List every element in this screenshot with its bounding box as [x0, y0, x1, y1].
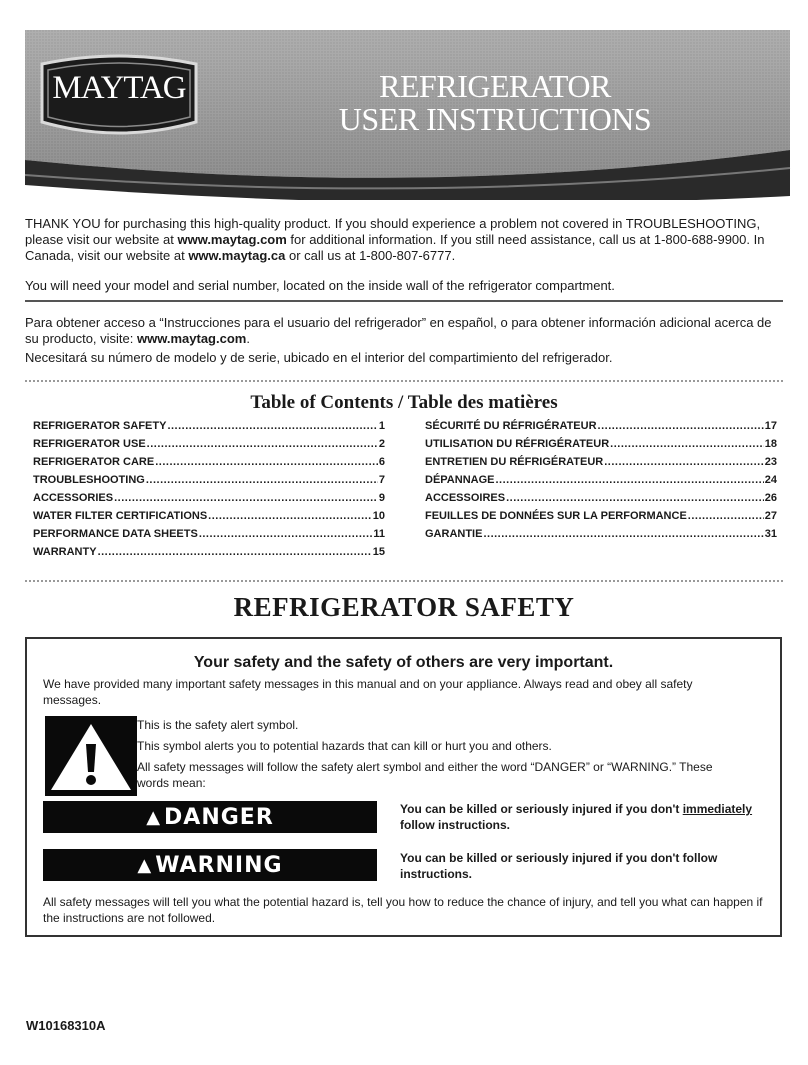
toc-leader-dots: [155, 453, 378, 471]
toc-entry[interactable]: [425, 435, 777, 453]
toc-leader-dots: [495, 471, 763, 489]
danger-text: You can be killed or seriously injured if you don't: [400, 802, 683, 816]
toc-entry-label: WARRANTY: [33, 546, 97, 558]
safety-box: [25, 637, 782, 937]
toc-entry-label: WATER FILTER CERTIFICATIONS: [33, 510, 208, 522]
toc-leader-dots: [208, 507, 372, 525]
toc-entry-page: 9: [378, 492, 385, 504]
alert-triangle-icon: ▲: [137, 854, 153, 876]
toc-entry[interactable]: [425, 417, 777, 435]
warning-label: WARNING: [155, 852, 283, 878]
symbol-desc-2: This symbol alerts you to potential hazards that can kill or hurt you and others.: [137, 739, 552, 753]
toc-entry[interactable]: [33, 507, 385, 525]
toc-entry-page: 17: [764, 420, 777, 432]
toc-leader-dots: [598, 417, 764, 435]
toc-entry[interactable]: [425, 471, 777, 489]
brand-logo-text: MAYTAG: [52, 70, 186, 106]
danger-signal-word: [43, 801, 377, 833]
toc-entry-label: ENTRETIEN DU RÉFRIGÉRATEUR: [425, 456, 604, 468]
toc-entry-label: UTILISATION DU RÉFRIGÉRATEUR: [425, 438, 610, 450]
toc-leader-dots: [147, 435, 378, 453]
website-link-us[interactable]: www.maytag.com: [177, 232, 287, 247]
symbol-desc-3: All safety messages will follow the safety alert symbol and either the word “DANGER” or “WARNING.” These words mean:: [137, 760, 713, 790]
toc-entry[interactable]: [33, 417, 385, 435]
toc-entry-page: 23: [764, 456, 777, 468]
toc-entry-label: GARANTIE: [425, 528, 483, 540]
toc-entry-page: 7: [378, 474, 385, 486]
toc-entry-label: TROUBLESHOOTING: [33, 474, 145, 486]
toc-entry-page: 18: [764, 438, 777, 450]
toc-entry[interactable]: [425, 453, 777, 471]
title-line-1: REFRIGERATOR: [379, 68, 611, 104]
spanish-model-note: Necesitará su número de modelo y de serie, ubicado en el interior del compartimiento del refrigerador.: [25, 350, 613, 365]
toc-entry[interactable]: [33, 525, 385, 543]
website-link-es[interactable]: www.maytag.com: [137, 331, 247, 346]
toc-entry-label: SÉCURITÉ DU RÉFRIGÉRATEUR: [425, 420, 597, 432]
toc-entry-page: 2: [378, 438, 385, 450]
toc-entry-label: FEUILLES DE DONNÉES SUR LA PERFORMANCE: [425, 510, 687, 522]
toc-entry-page: 1: [378, 420, 385, 432]
toc-entry[interactable]: [33, 453, 385, 471]
safety-heading: Your safety and the safety of others are very important.: [193, 654, 614, 671]
toc-leader-dots: [506, 489, 764, 507]
toc-leader-dots: [98, 543, 372, 561]
toc-entry-label: DÉPANNAGE: [425, 474, 495, 486]
danger-label: DANGER: [164, 804, 274, 830]
toc-title: Table of Contents / Table des matières: [250, 392, 558, 413]
toc-entry[interactable]: [33, 489, 385, 507]
toc-leader-dots: [167, 417, 377, 435]
spanish-text: .: [246, 331, 250, 346]
warning-signal-word: [43, 849, 377, 881]
toc-entry-page: 11: [373, 528, 385, 540]
section-title: REFRIGERATOR SAFETY: [233, 592, 575, 622]
website-link-ca[interactable]: www.maytag.ca: [188, 248, 286, 263]
warning-message: You can be killed or seriously injured if you don't follow instructions.: [400, 851, 718, 881]
alert-triangle-icon: ▲: [146, 806, 162, 828]
danger-message: [400, 801, 780, 833]
divider: [25, 380, 783, 382]
title-line-2: USER INSTRUCTIONS: [338, 101, 652, 137]
symbol-desc-1: This is the safety alert symbol.: [137, 718, 299, 732]
toc-entry[interactable]: [33, 471, 385, 489]
toc-entry-page: 26: [764, 492, 777, 504]
intro-text: or call us at 1-800-807-6777.: [285, 248, 456, 263]
toc-leader-dots: [199, 525, 373, 543]
toc-entry-label: PERFORMANCE DATA SHEETS: [33, 528, 198, 540]
toc-entry-label: REFRIGERATOR USE: [33, 438, 146, 450]
toc-entry-label: REFRIGERATOR SAFETY: [33, 420, 167, 432]
toc-entry-label: ACCESSORIES: [33, 492, 114, 504]
safety-closing: All safety messages will tell you what the potential hazard is, tell you how to reduce the chance of injury, and tell you what can happen if the instructions are not followed.: [43, 895, 763, 925]
danger-emphasis: immediately: [682, 802, 753, 816]
intro-paragraph: [25, 216, 785, 264]
toc-entry-page: 27: [764, 510, 777, 522]
divider: [25, 300, 783, 302]
document-title: [300, 70, 690, 136]
divider: [25, 580, 783, 582]
toc-english: [33, 417, 385, 561]
spanish-text: Para obtener acceso a “Instrucciones para el usuario del refrigerador” en español, o para obtener información adicional acerca de su producto, visite:: [25, 315, 772, 346]
document-number: W10168310A: [26, 1018, 106, 1033]
toc-entry-page: 31: [764, 528, 777, 540]
safety-alert-icon: [45, 716, 137, 796]
danger-text: follow instructions.: [400, 818, 510, 832]
toc-entry-label: REFRIGERATOR CARE: [33, 456, 155, 468]
model-serial-note: You will need your model and serial number, located on the inside wall of the refrigerator compartment.: [25, 278, 615, 293]
toc-entry-page: 24: [764, 474, 777, 486]
toc-french: [425, 417, 777, 543]
intro-text: THANK YOU for purchasing this high-quality product. If you should experience a problem not covered in TROUBLESHOOTING, please visit our website at: [25, 216, 761, 247]
toc-entry-label: ACCESSOIRES: [425, 492, 506, 504]
safety-intro: We have provided many important safety messages in this manual and on your appliance. Always read and obey all safety messages.: [43, 677, 693, 707]
toc-entry[interactable]: [425, 525, 777, 543]
toc-leader-dots: [146, 471, 378, 489]
toc-leader-dots: [688, 507, 764, 525]
toc-leader-dots: [114, 489, 378, 507]
spanish-paragraph: [25, 315, 785, 347]
toc-leader-dots: [610, 435, 764, 453]
toc-leader-dots: [604, 453, 764, 471]
toc-entry[interactable]: [33, 435, 385, 453]
intro-text: for additional information. If you still need assistance, call us at 1-800-688-9900. In Canada, visit our website at: [25, 232, 765, 263]
toc-entry[interactable]: [33, 543, 385, 561]
toc-entry[interactable]: [425, 507, 777, 525]
toc-entry-page: 6: [378, 456, 385, 468]
toc-leader-dots: [483, 525, 763, 543]
toc-entry-page: 15: [372, 546, 385, 558]
toc-entry-page: 10: [372, 510, 385, 522]
toc-entry[interactable]: [425, 489, 777, 507]
